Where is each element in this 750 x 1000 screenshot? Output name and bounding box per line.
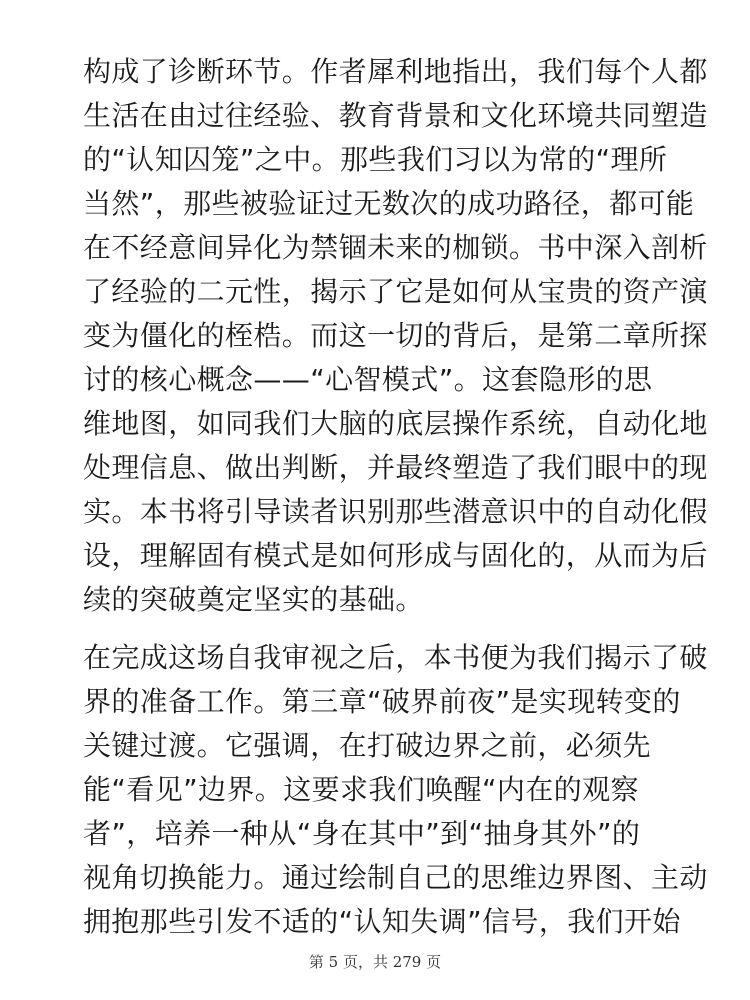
text-line: 界的准备工作。第三章“破界前夜”是实现转变的 xyxy=(83,685,681,718)
text-line: 了经验的二元性，揭示了它是如何从宝贵的资产演 xyxy=(83,275,708,308)
text-line: 视角切换能力。通过绘制自己的思维边界图、主动 xyxy=(83,861,708,894)
text-line: 讨的核心概念——“心智模式”。这套隐形的思 xyxy=(83,363,653,396)
text-line: 能“看见”边界。这要求我们唤醒“内在的观察 xyxy=(83,773,639,806)
paragraph-spacer xyxy=(83,622,683,636)
text-line: 生活在由过往经验、教育背景和文化环境共同塑造 xyxy=(83,99,708,132)
text-line: 的“认知囚笼”之中。那些我们习以为常的“理所 xyxy=(83,143,668,176)
text-line: 在不经意间异化为禁锢未来的枷锁。书中深入剖析 xyxy=(83,231,708,264)
text-line: 拥抱那些引发不适的“认知失调”信号，我们开始 xyxy=(83,905,681,938)
text-line: 处理信息、做出判断，并最终塑造了我们眼中的现 xyxy=(83,451,708,484)
text-line: 当然”，那些被验证过无数次的成功路径，都可能 xyxy=(83,187,695,220)
text-line: 构成了诊断环节。作者犀利地指出，我们每个人都 xyxy=(83,55,708,88)
page-number-footer: 第 5 页，共 279 页 xyxy=(308,953,442,971)
paragraph-2 xyxy=(83,636,708,944)
text-line: 维地图，如同我们大脑的底层操作系统，自动化地 xyxy=(83,407,708,440)
text-line: 设，理解固有模式是如何形成与固化的，从而为后 xyxy=(83,539,708,572)
text-line: 实。本书将引导读者识别那些潜意识中的自动化假 xyxy=(83,495,708,528)
paragraph-1 xyxy=(83,50,708,622)
text-line: 在完成这场自我审视之后，本书便为我们揭示了破 xyxy=(83,641,708,674)
text-line: 变为僵化的桎梏。而这一切的背后，是第二章所探 xyxy=(83,319,708,352)
text-line: 者”，培养一种从“身在其中”到“抽身其外”的 xyxy=(83,817,641,850)
text-body xyxy=(83,50,708,944)
text-line: 关键过渡。它强调，在打破边界之前，必须先 xyxy=(83,729,652,762)
text-line: 续的突破奠定坚实的基础。 xyxy=(83,583,424,616)
